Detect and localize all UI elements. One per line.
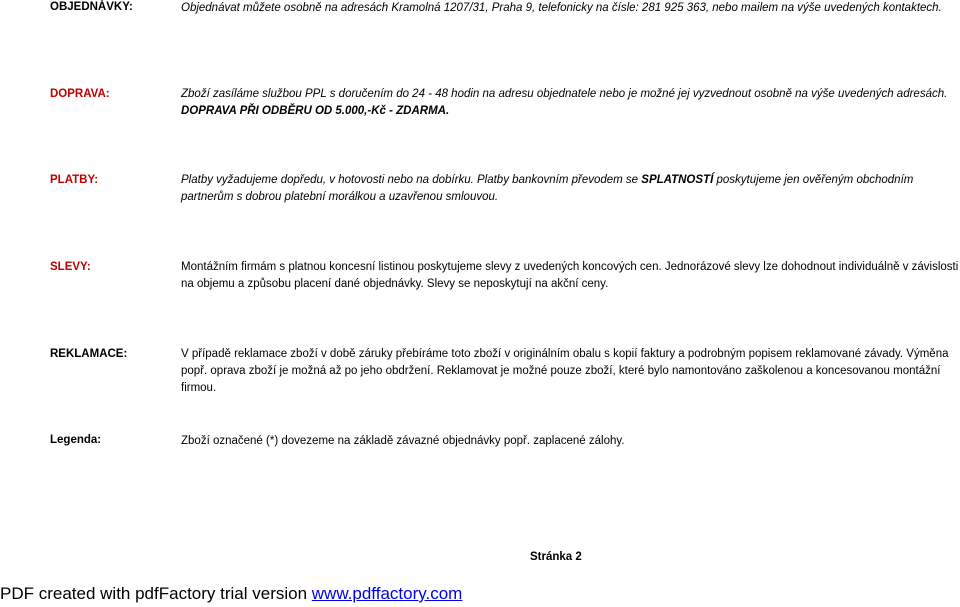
page-number: Stránka 2 <box>530 551 582 563</box>
pdf-footer <box>0 584 462 604</box>
text-span-emphasis: SPLATNOSTÍ <box>641 174 714 186</box>
section-text <box>181 346 960 397</box>
text-line: Zboží označené (*) dovezeme na základě závazné objednávky popř. zaplacené zálohy. <box>181 435 625 447</box>
section-label: OBJEDNÁVKY: <box>50 1 133 13</box>
footer-text: PDF created with pdfFactory trial version <box>0 584 312 603</box>
text-line: Objednávat můžete osobně na adresách Kramolná 1207/31, Praha 9, telefonicky na čísle: 281 925 363, nebo mailem na výše uvedených kontaktech. <box>181 2 942 14</box>
text-line: V případě reklamace zboží v době záruky přebíráme toto zboží v originálním obalu s kopií faktury a podrobným popisem reklamované závady. Výměna <box>181 348 949 360</box>
footer-link[interactable]: www.pdffactory.com <box>311 584 463 603</box>
text-line: Montážním firmám s platnou koncesní listinou poskytujeme slevy z uvedených koncových cen. Jednorázové slevy lze dohodnout individuálně v závislosti <box>181 261 959 273</box>
section-text <box>181 86 960 120</box>
section-text <box>181 0 960 17</box>
text-line: partnerům s dobrou platební morálkou a uzavřenou smlouvou. <box>181 191 499 203</box>
section-text <box>181 433 960 450</box>
text-line <box>181 172 960 189</box>
section-label: PLATBY: <box>50 174 99 186</box>
text-line: popř. oprava zboží je možná až po jeho obdržení. Reklamovat je možné pouze zboží, které bylo namontováno zaškolenou a koncesovanou montážní <box>181 365 941 377</box>
text-span: poskytujeme jen ověřeným obchodním <box>713 174 914 186</box>
text-span: Platby vyžadujeme dopředu, v hotovosti nebo na dobírku. <box>181 174 474 186</box>
text-span: Platby bankovním převodem se <box>473 174 642 186</box>
section-text <box>181 259 960 293</box>
text-line: Zboží zasíláme službou PPL s doručením do 24 - 48 hodin na adresu objednatele nebo je možné jej vyzvednout osobně na výše uvedených adresách. <box>181 88 948 100</box>
section-label: SLEVY: <box>50 261 91 273</box>
section-text <box>181 172 960 206</box>
text-line: firmou. <box>181 382 217 394</box>
section-label: DOPRAVA: <box>50 88 110 100</box>
section-label: Legenda: <box>50 434 102 446</box>
section-label: REKLAMACE: <box>50 348 128 360</box>
text-line-emphasis: DOPRAVA PŘI ODBĚRU OD 5.000,-Kč - ZDARMA. <box>181 105 450 117</box>
text-line: na objemu a způsobu placení dané objednávky. Slevy se neposkytují na akční ceny. <box>181 278 609 290</box>
